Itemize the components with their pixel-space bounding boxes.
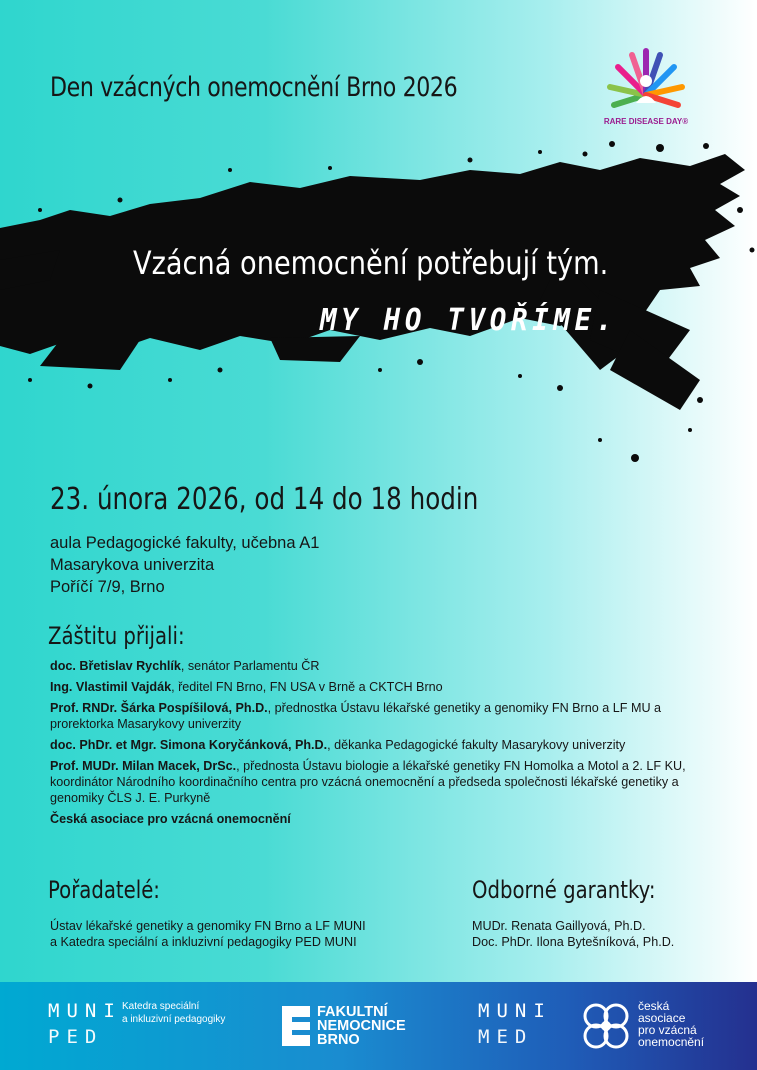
fn-brno-icon [282,1006,310,1046]
venue-line: Masarykova univerzita [50,556,215,574]
organizer-line: Ústav lékařské genetiky a genomiky FN Brno a LF MUNI [50,919,366,933]
muni-med-logo [478,998,552,1050]
muni-ped-top: MUNI [48,1000,122,1022]
patron-name: doc. Břetislav Rychlík [50,659,181,673]
muni-ped-department [122,1000,225,1026]
ceska-asociace-text [638,1000,704,1048]
patron-name: Ing. Vlastimil Vajdák [50,680,172,694]
patron-name: Prof. MUDr. Milan Macek, DrSc. [50,759,237,773]
clover-icon [578,998,634,1054]
patron-item [50,811,720,827]
department-line: a inkluzivní pedagogiky [122,1014,226,1025]
patron-role: , přednosta Ústavu biologie a lékařské genetiky FN Homolka a Motol a 2. LF KU, koordinátor Národního koordinačního centra pro vzácná onemocnění a předseda společnosti lékařské genetiky a genomiky ČLS J. E. Purkyně [50,759,686,805]
venue-line: Poříčí 7/9, Brno [50,578,165,596]
patron-name: Prof. RNDr. Šárka Pospíšilová, Ph.D. [50,701,268,715]
patron-item [50,679,720,695]
guarantors-heading: Odborné garantky: [472,876,656,904]
ceska-asociace-logo [578,998,738,1058]
muni-ped-logo [48,998,122,1050]
patron-role: , ředitel FN Brno, FN USA v Brně a CKTCH Brno [171,680,443,694]
patron-role: , přednostka Ústavu lékařské genetiky a genomiky FN Brno a LF MU a prorektorka Masarykovy univerzity [50,701,662,731]
venue-line: aula Pedagogické fakulty, učebna A1 [50,534,320,552]
cas-line: asociace [638,1011,686,1025]
hero-tagline: MY HO TVOŘÍME. [320,303,618,338]
department-line: Katedra speciální [122,1001,200,1012]
muni-med-bottom: MED [478,1026,534,1048]
fn-brno-text [317,1005,406,1047]
organizers-heading: Pořadatelé: [48,876,160,904]
guarantor-line: Doc. PhDr. Ilona Bytešníková, Ph.D. [472,935,675,949]
organizer-line: a Katedra speciální a inkluzivní pedagogiky PED MUNI [50,935,357,949]
guarantor-line: MUDr. Renata Gaillyová, Ph.D. [472,919,646,933]
page-title: Den vzácných onemocnění Brno 2026 [50,72,458,103]
hero-headline: Vzácná onemocnění potřebují tým. [133,244,609,282]
fn-line: NEMOCNICE [317,1018,406,1034]
patronage-list [50,658,720,832]
cas-line: česká [638,999,670,1013]
patron-role: , děkanka Pedagogické fakulty Masarykovy univerzity [327,738,626,752]
event-venue [50,532,319,598]
patron-name: Česká asociace pro vzácná onemocnění [50,812,291,826]
rare-disease-day-logo [596,45,696,135]
muni-ped-bottom: PED [48,1026,104,1048]
organizers-text [50,918,366,950]
patron-item [50,658,720,674]
patron-item [50,758,720,806]
fn-line: BRNO [317,1032,360,1048]
patron-item [50,737,720,753]
cas-line: onemocnění [638,1035,705,1049]
rare-disease-day-text: RARE DISEASE DAY® [603,117,689,126]
event-date: 23. února 2026, od 14 do 18 hodin [50,482,479,517]
partner-logos-footer [0,982,757,1070]
hands-logo-icon [596,45,696,117]
patronage-heading: Záštitu přijali: [48,622,185,650]
patron-name: doc. PhDr. et Mgr. Simona Koryčánková, Ph.D. [50,738,328,752]
patron-role: , senátor Parlamentu ČR [180,659,320,673]
fn-line: FAKULTNÍ [317,1004,388,1020]
muni-med-top: MUNI [478,1000,552,1022]
cas-line: pro vzácná [638,1023,697,1037]
guarantors-text [472,918,674,950]
patron-item [50,700,720,732]
